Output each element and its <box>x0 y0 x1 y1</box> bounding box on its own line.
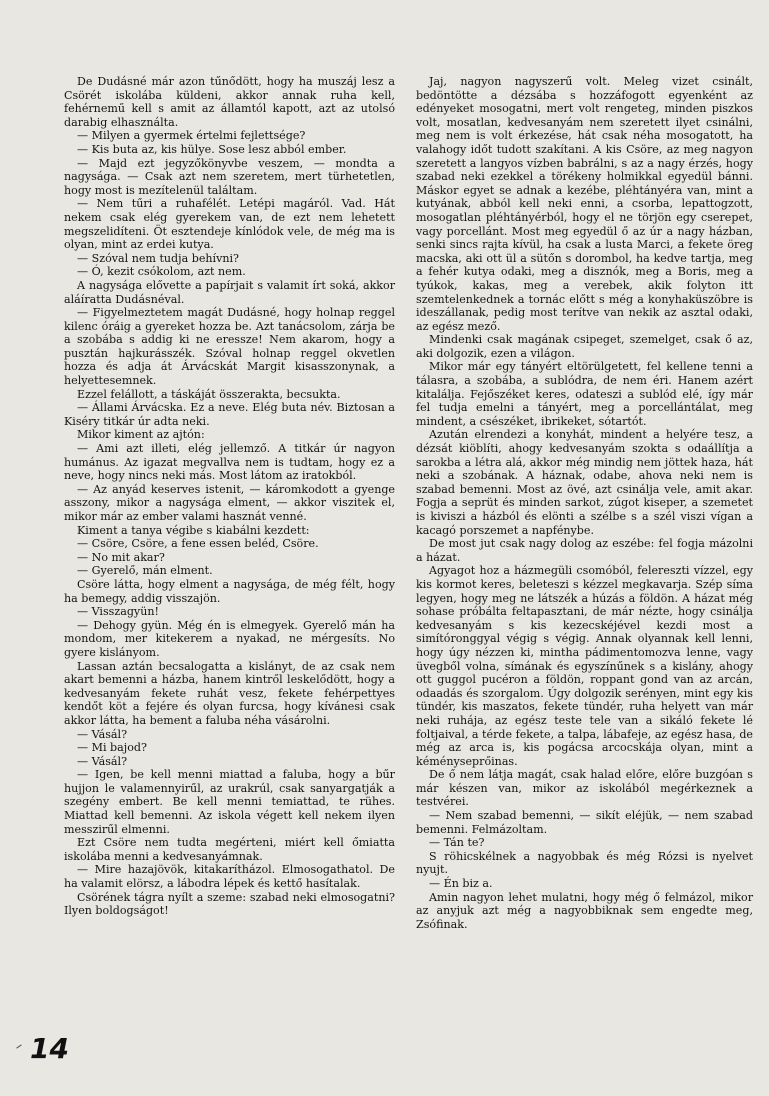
paragraph: — Ami azt illeti, elég jellemző. A titkár úr nagyon humánus. Az igazat megvallva nem is tudtam, hogy ez a neve, hogy nincs neki más. Most látom az iratokból. <box>64 442 395 483</box>
paragraph: — Kis buta az, kis hülye. Sose lesz abból ember. <box>77 142 347 156</box>
paragraph: Kiment a tanya végibe s kiabálni kezdett: <box>77 523 310 537</box>
paragraph: — Szóval nem tudja behívni? <box>77 251 240 265</box>
paragraph: — Mi bajod? <box>77 741 147 755</box>
paragraph: — Igen, be kell menni miattad a faluba, hogy a bűr hujjon le valamennyirűl, az urakrúl, csak sanyargatják a szegény embert. Be kell menni temiattad, te rühes. Miattad kell bemenni. Az iskola végett kell nekem ilyen messzirűl elmenni. <box>64 768 395 836</box>
paragraph: Csöre látta, hogy elment a nagysága, de még félt, hogy ha bemegy, addig visszajön. <box>64 577 395 605</box>
paragraph: — Ó, kezit csókolom, azt nem. <box>77 265 246 279</box>
page-number: 14 <box>30 1032 69 1065</box>
paragraph: — Vásál? <box>77 727 128 741</box>
paragraph: — Figyelmeztetem magát Dudásné, hogy holnap reggel kilenc óráig a gyereket hozza be. Azt tanácsolom, zárja be a szobába s addig ki ne eressze! Nem akarom, hogy a pusztán hajkurásszék. Szóval holnap reggel okvetlen hozza és adja át Árvácskát Margit kisasszonynak, a helyettesemnek. <box>64 306 395 388</box>
paragraph: S röhicskélnek a nagyobbak és még Rózsi is nyelvet nyujt. <box>416 849 753 877</box>
paragraph: — Visszagyün! <box>77 605 159 619</box>
paragraph: — Dehogy gyün. Még én is elmegyek. Gyerelő mán ha mondom, mer kitekerem a nyakad, ne mérgesíts. No gyere kislányom. <box>64 618 395 659</box>
paragraph: — Én biz a. <box>429 877 493 891</box>
paragraph: — Csöre, Csöre, a fene essen beléd, Csöre. <box>77 537 319 551</box>
paragraph: Agyagot hoz a házmegüli csomóból, felereszti vízzel, egy kis kormot keres, beleteszi s kézzel megkavarja. Szép síma legyen, hogy meg ne látszék a húzás a földön. A házat még sohase próbálta feltapasztani, de már nézte, hogy csinálja kedvesanyám s kis kezecskéjével kezdi most a simítóronggyal végig s végig. Annak olyannak kell lenni, hogy úgy nézzen ki, mintha pádimentomozva lenne, vagy üvegből volna, símának és egyszínűnek s a kislány, ahogy ott guggol pucéron a földön, roppant gond van az arcán, odaadás és szorgalom. Úgy dolgozik serényen, mint egy kis tündér, kis maszatos, fekete tündér, ruha helyett van már neki ruhája, az egész teste tele van a sikáló fekete lé foltjaival, a térde fekete, a talpa, lábafeje, az egész hasa, de még az arca is, kis pogácsa arcocskája olyan, mint a kéményseprőinas. <box>416 564 753 768</box>
page-mark <box>16 1044 21 1048</box>
paragraph: De ő nem látja magát, csak halad előre, előre buzgóan s már készen van, mikor az iskolából megérkeznek a testvérei. <box>416 768 753 809</box>
paragraph: — Majd ezt jegyzőkönyvbe veszem, — mondta a nagysága. — Csak azt nem szeretem, mert türhetetlen, hogy most is mezítelenül találtam. <box>64 156 395 197</box>
paragraph: Ezzel felállott, a táskáját összerakta, becsukta. <box>77 387 341 401</box>
paragraph: Lassan aztán becsalogatta a kislányt, de az csak nem akart bemenni a házba, hanem kintről leskelődött, hogy a kedvesanyám fekete ruhát vesz, fekete fehérpettyes kendőt köt a fejére és olyan furcsa, hogy kívánesi csak akkor látta, ha bement a faluba néha vásárolni. <box>64 659 395 727</box>
paragraph: — Nem szabad bemenni, — sikít eléjük, — nem szabad bemenni. Felmázoltam. <box>416 809 753 836</box>
paragraph: Mindenki csak magának csipeget, szemelget, csak ő az, aki dolgozik, ezen a világon. <box>416 333 753 360</box>
paragraph: Ezt Csöre nem tudta megérteni, miért kell őmiatta iskolába menni a kedvesanyámnak. <box>64 836 395 863</box>
paragraph: — Gyerelő, mán elment. <box>77 564 213 578</box>
paragraph: Csörének tágra nyílt a szeme: szabad neki elmosogatni? Ilyen boldogságot! <box>64 890 395 918</box>
paragraph: Mikor már egy tányért eltörülgetett, fel kellene tenni a tálasra, a szobába, a sublódra, de nem éri. Hanem azért kitalálja. Fejőszéket keres, odateszi a sublód elé, így már fel tudja emelni a tányért, meg a porcellántálat, meg mindent, a csészéket, ibrikeket, sótartót. <box>416 360 753 428</box>
left-text-column <box>64 75 395 918</box>
paragraph: — Mire hazajövök, kitakarítházol. Elmosogathatol. De ha valamit elörsz, a lábodra lépek és kettő hasítalak. <box>64 863 395 891</box>
paragraph: Jaj, nagyon nagyszerű volt. Meleg vizet csinált, bedöntötte a dézsába s hozzáfogott egyenként az edényeket mosogatni, mert volt rengeteg, minden piszkos volt, mosatlan, kedvesanyám nem szeretett ilyet csinálni, meg nem is volt érkezése, hát csak néha mosogatott, ha valahogy időt tudott szakítani. A kis Csöre, az meg nagyon szeretett a langyos vízben babrálni, s az a nagy érzés, hogy szabad neki ezekkel a törékeny holmikkal egyedül bánni. Máskor egyet se adnak a kezébe, pléhtányéra van, mint a kutyának, abból kell neki enni, a csorba, lepattogzott, mosogatlan pléhtányérból, hogy el ne törjön egy cserepet, vagy porcellánt. Most meg egyedül ő az úr a nagy házban, senki sincs rajta kívül, ha csak a lusta Marci, a fekete öreg macska, aki ott ül a sütőn s dorombol, ha kedve tartja, meg a fehér kutya odaki, meg a disznók, meg a Boris, meg a tyúkok, kakas, meg a verebek, akik folyton itt szemtelenkednek a tornác előtt s még a konyhaküszöbre is ideszállanak, pedig most terítve van nekik az asztal odaki, az egész mező. <box>416 75 753 333</box>
paragraph: A nagysága elővette a papírjait s valamit írt soká, akkor aláíratta Dudásnéval. <box>64 278 395 306</box>
paragraph: — Vásál? <box>77 754 128 768</box>
paragraph: Mikor kiment az ajtón: <box>77 428 205 442</box>
paragraph: De Dudásné már azon tűnődött, hogy ha muszáj lesz a Csörét iskolába küldeni, akkor annak ruha kell, fehérnemű kell s amit az államtól kapott, azt az utolsó darabig elhasználta. <box>64 75 395 129</box>
paragraph: De most jut csak nagy dolog az eszébe: fel fogja mázolni a házat. <box>416 537 753 564</box>
paragraph: — Állami Árvácska. Ez a neve. Elég buta név. Biztosan a Kiséry titkár úr adta neki. <box>64 401 395 428</box>
paragraph: — No mit akar? <box>77 550 165 564</box>
paragraph: Azután elrendezi a konyhát, mindent a helyére tesz, a dézsát kiöblíti, ahogy kedvesanyám szokta s odaállítja a sarokba a létra alá, akkor még mindig nem jöttek haza, hát neki a szobának. A háznak, odabe, ahova neki nem is szabad bemenni. Most az övé, azt csinálja vele, amit akar. Fogja a seprüt és minden sarkot, zúgot kiseper, a szemetet is kiviszi a házból és elönti a szélbe s a szél viszi vígan a kacagó porszemet a napfénybe. <box>416 428 753 537</box>
paragraph: — Milyen a gyermek értelmi fejlettsége? <box>77 129 306 143</box>
paragraph: — Nem tűri a ruhafélét. Letépi magáról. Vad. Hát nekem csak elég gyerekem van, de ezt nem lehetett megszelidíteni. Öt esztendeje kínlódok vele, de még ma is olyan, mint az erdei kutya. <box>64 197 395 252</box>
right-text-column <box>416 75 753 931</box>
paragraph: — Az anyád keserves istenit, — káromkodott a gyenge asszony, mikor a nagysága elment, — akkor viszitek el, mikor már az ember valami hasznát venné. <box>64 482 395 523</box>
paragraph: Amin nagyon lehet mulatni, hogy még ő felmázol, mikor az anyjuk azt még a nagyobbiknak sem engedte meg, Zsófinak. <box>416 890 753 931</box>
paragraph: — Tán te? <box>429 836 485 850</box>
